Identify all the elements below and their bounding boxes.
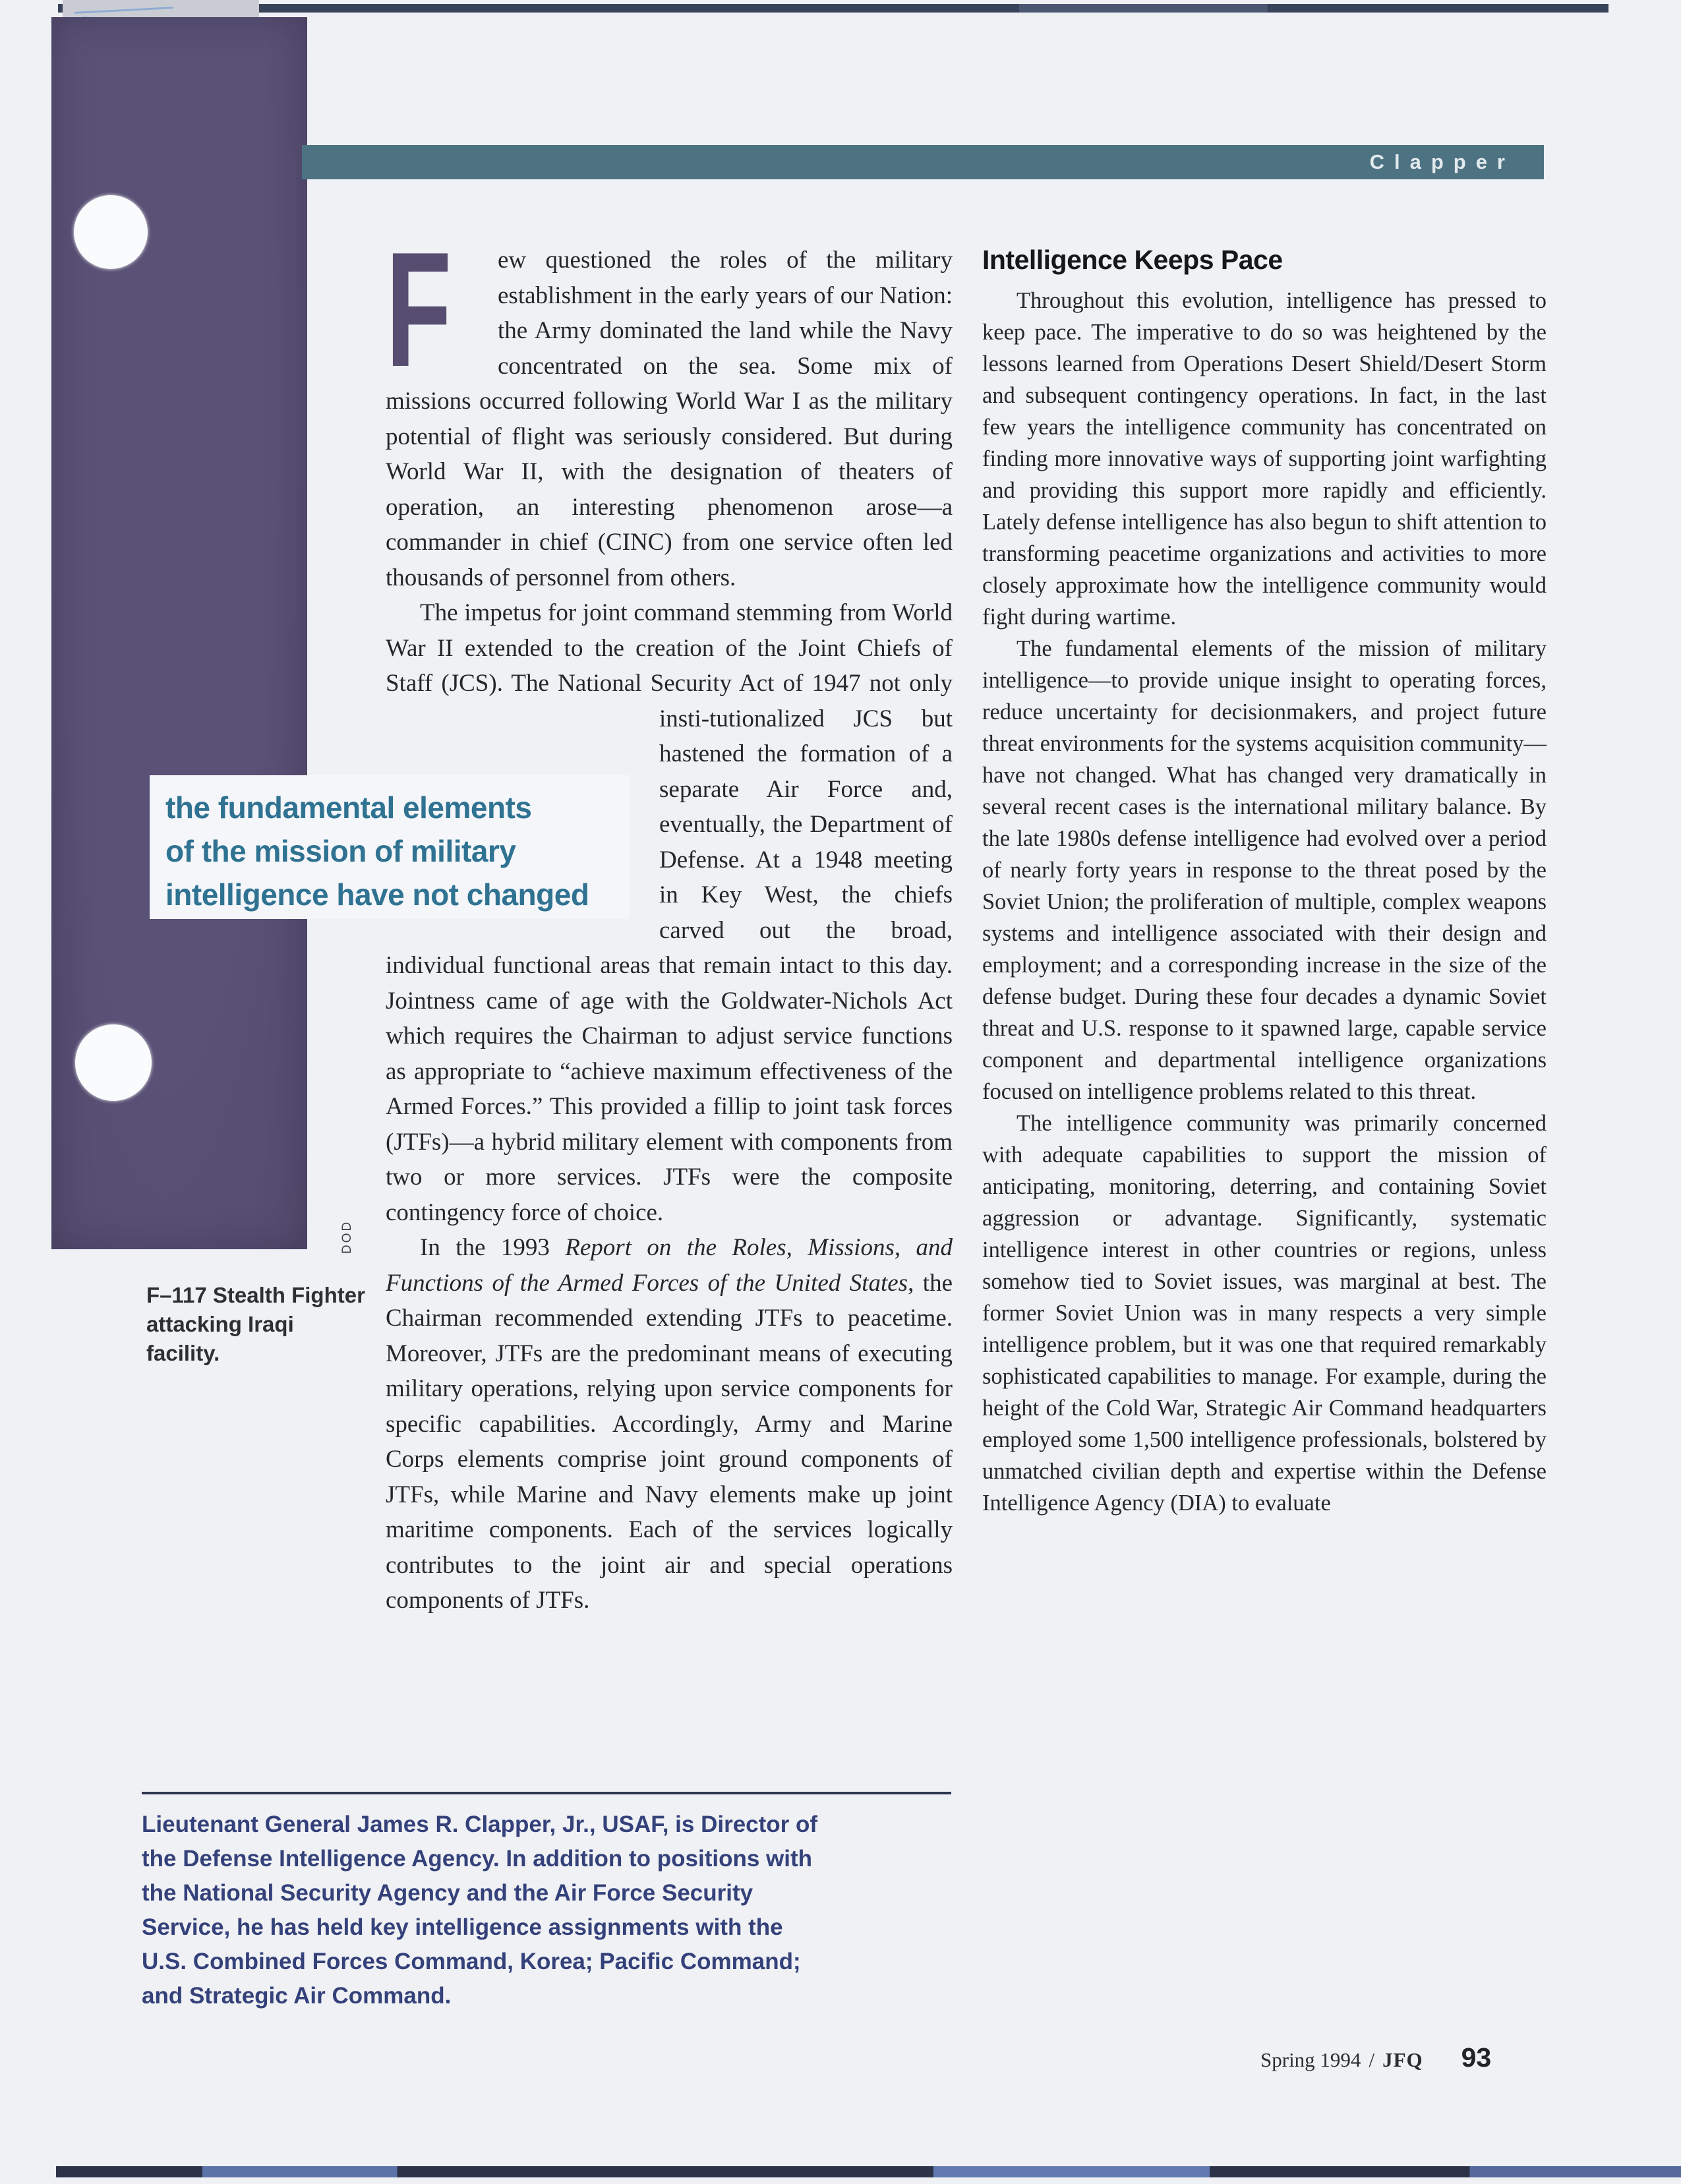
left-text-column: [386, 218, 953, 1618]
body-paragraph: The intelligence community was primarily concerned with adequate capabilities to support the mission of anticipating, monitoring, deterring, and containing Soviet aggression or advantage. Significantly, systematic intelligence interest in other countries or regions, unless somehow tied to Soviet issues, was marginal at best. The former Soviet Union was in many respects a very simple intelligence problem, but it was one that required remarkably sophisticated capabilities to manage. For example, during the height of the Cold War, Strategic Air Command headquarters employed some 1,500 intelligence professionals, bolstered by unmatched civilian depth and expertise within the Defense Intelligence Agency (DIA) to evaluate: [982, 1111, 1547, 1516]
photo-caption-line: F–117 Stealth Fighter: [146, 1283, 365, 1307]
report-title-italic: Report on the Roles, Missions, and Functions of the Armed Forces of the United States: [386, 1234, 953, 1297]
section-heading: Intelligence Keeps Pace: [982, 245, 1283, 275]
photo-caption: [146, 1281, 370, 1368]
page-footer: [1260, 2042, 1491, 2073]
footer-issue: Spring 1994: [1260, 2048, 1361, 2071]
page-number: 93: [1461, 2042, 1492, 2073]
bottom-edge-line: [56, 2166, 1681, 2177]
pull-quote-line: intelligence have not changed: [165, 877, 589, 912]
paragraph-text: The impetus for joint command stemming from World War II extended to the creation of the Joint Chiefs of Staff (JCS). The National Security Act of 1947 not only insti-: [386, 599, 953, 732]
pen-scribble: [74, 7, 173, 14]
author-bio: Lieutenant General James R. Clapper, Jr., USAF, is Director of the Defense Intelligence Agency. In addition to positions with the National Security Agency and the Air Force Security Service, he has held key intelligence assignments with the U.S. Combined Forces Command, Korea; Pacific Command; and Strategic Air Command.: [142, 1812, 818, 2009]
bio-divider: [142, 1792, 951, 1794]
footer-journal: JFQ: [1382, 2048, 1423, 2071]
paragraph-text: tutionalized JCS but hastened the formation of a separate Air Force and, eventually, the Department of Defense. At a 1948 meeting in Key West, the chiefs carved out the broad, individual functional areas that remain intact to this day. Jointness came of age with the Goldwater-Nichols Act which requires the Chairman to adjust service functions as appropriate to “achieve maximum effectiveness of the Armed Forces.” This provided a fillip to joint task forces (JTFs)—a hybrid military element with components from two or more services. JTFs were the composite contingency force of choice.: [386, 705, 953, 1226]
body-paragraph: The fundamental elements of the mission of military intelligence—to provide unique insight to operating forces, reduce uncertainty for decisionmakers, and project future threat environments for the systems acquisition community—have not changed. What has changed very dramatically in several recent cases is the international military balance. By the late 1980s defense intelligence had evolved over a period of nearly forty years in response to the threat posed by the Soviet Union; the proliferation of multiple, complex weapons systems and intelligence associated with their design and employment; and a corresponding increase in the size of the defense budget. During these four decades a dynamic Soviet threat and U.S. response to it spawned large, capable service component and departmental intelligence organizations focused on intelligence problems related to this threat.: [982, 636, 1547, 1104]
right-text-column: [982, 245, 1547, 1519]
paragraph-text: , the Chairman recommended extending JTFs to peacetime. Moreover, JTFs are the predominant means of executing military operations, relying upon service components for specific capabilities. Accordingly, Army and Marine Corps elements comprise joint ground components of JTFs, while Marine and Navy elements make up joint maritime components. Each of the services logically contributes to the joint air and special operations components of JTFs.: [386, 1269, 953, 1614]
body-paragraph: [386, 218, 953, 595]
drop-cap: F: [386, 218, 452, 401]
running-header: [302, 145, 1544, 179]
hole-punch-bottom: [75, 1024, 152, 1101]
pull-quote: [150, 775, 630, 919]
pull-quote-line: the fundamental elements: [165, 790, 532, 825]
top-edge-line: [58, 4, 1608, 13]
running-header-author: Clapper: [1369, 150, 1515, 173]
paragraph-text: ew questioned the roles of the military establishment in the early years of our Nation: the Army dominated the land while the Navy concentrated on the sea. Some mix of missions occurred following World War I as the military potential of flight was seriously considered. But during World War II, with the designation of theaters of operation, an interesting phenomenon arose—a commander in chief (CINC) from one service often led thousands of personnel from others.: [386, 247, 953, 591]
hole-punch-top: [74, 195, 148, 269]
body-paragraph: Throughout this evolution, intelligence has pressed to keep pace. The imperative to do so was heightened by the lessons learned from Operations Desert Shield/Desert Storm and subsequent contingency operations. In fact, in the last few years the intelligence community has concentrated on finding more innovative ways of supporting joint warfighting and providing this support more rapidly and efficiently. Lately defense intelligence has also begun to shift attention to transforming peacetime organizations and activities to more closely approximate how the intelligence community would fight during wartime.: [982, 288, 1547, 630]
photo-credit: DOD: [340, 1220, 354, 1254]
body-paragraph: [386, 1230, 953, 1618]
paragraph-text: In the 1993: [420, 1234, 566, 1261]
footer-separator: /: [1369, 2048, 1375, 2071]
pull-quote-line: of the mission of military: [165, 834, 516, 868]
photo-caption-line: attacking Iraqi facility.: [146, 1312, 294, 1365]
